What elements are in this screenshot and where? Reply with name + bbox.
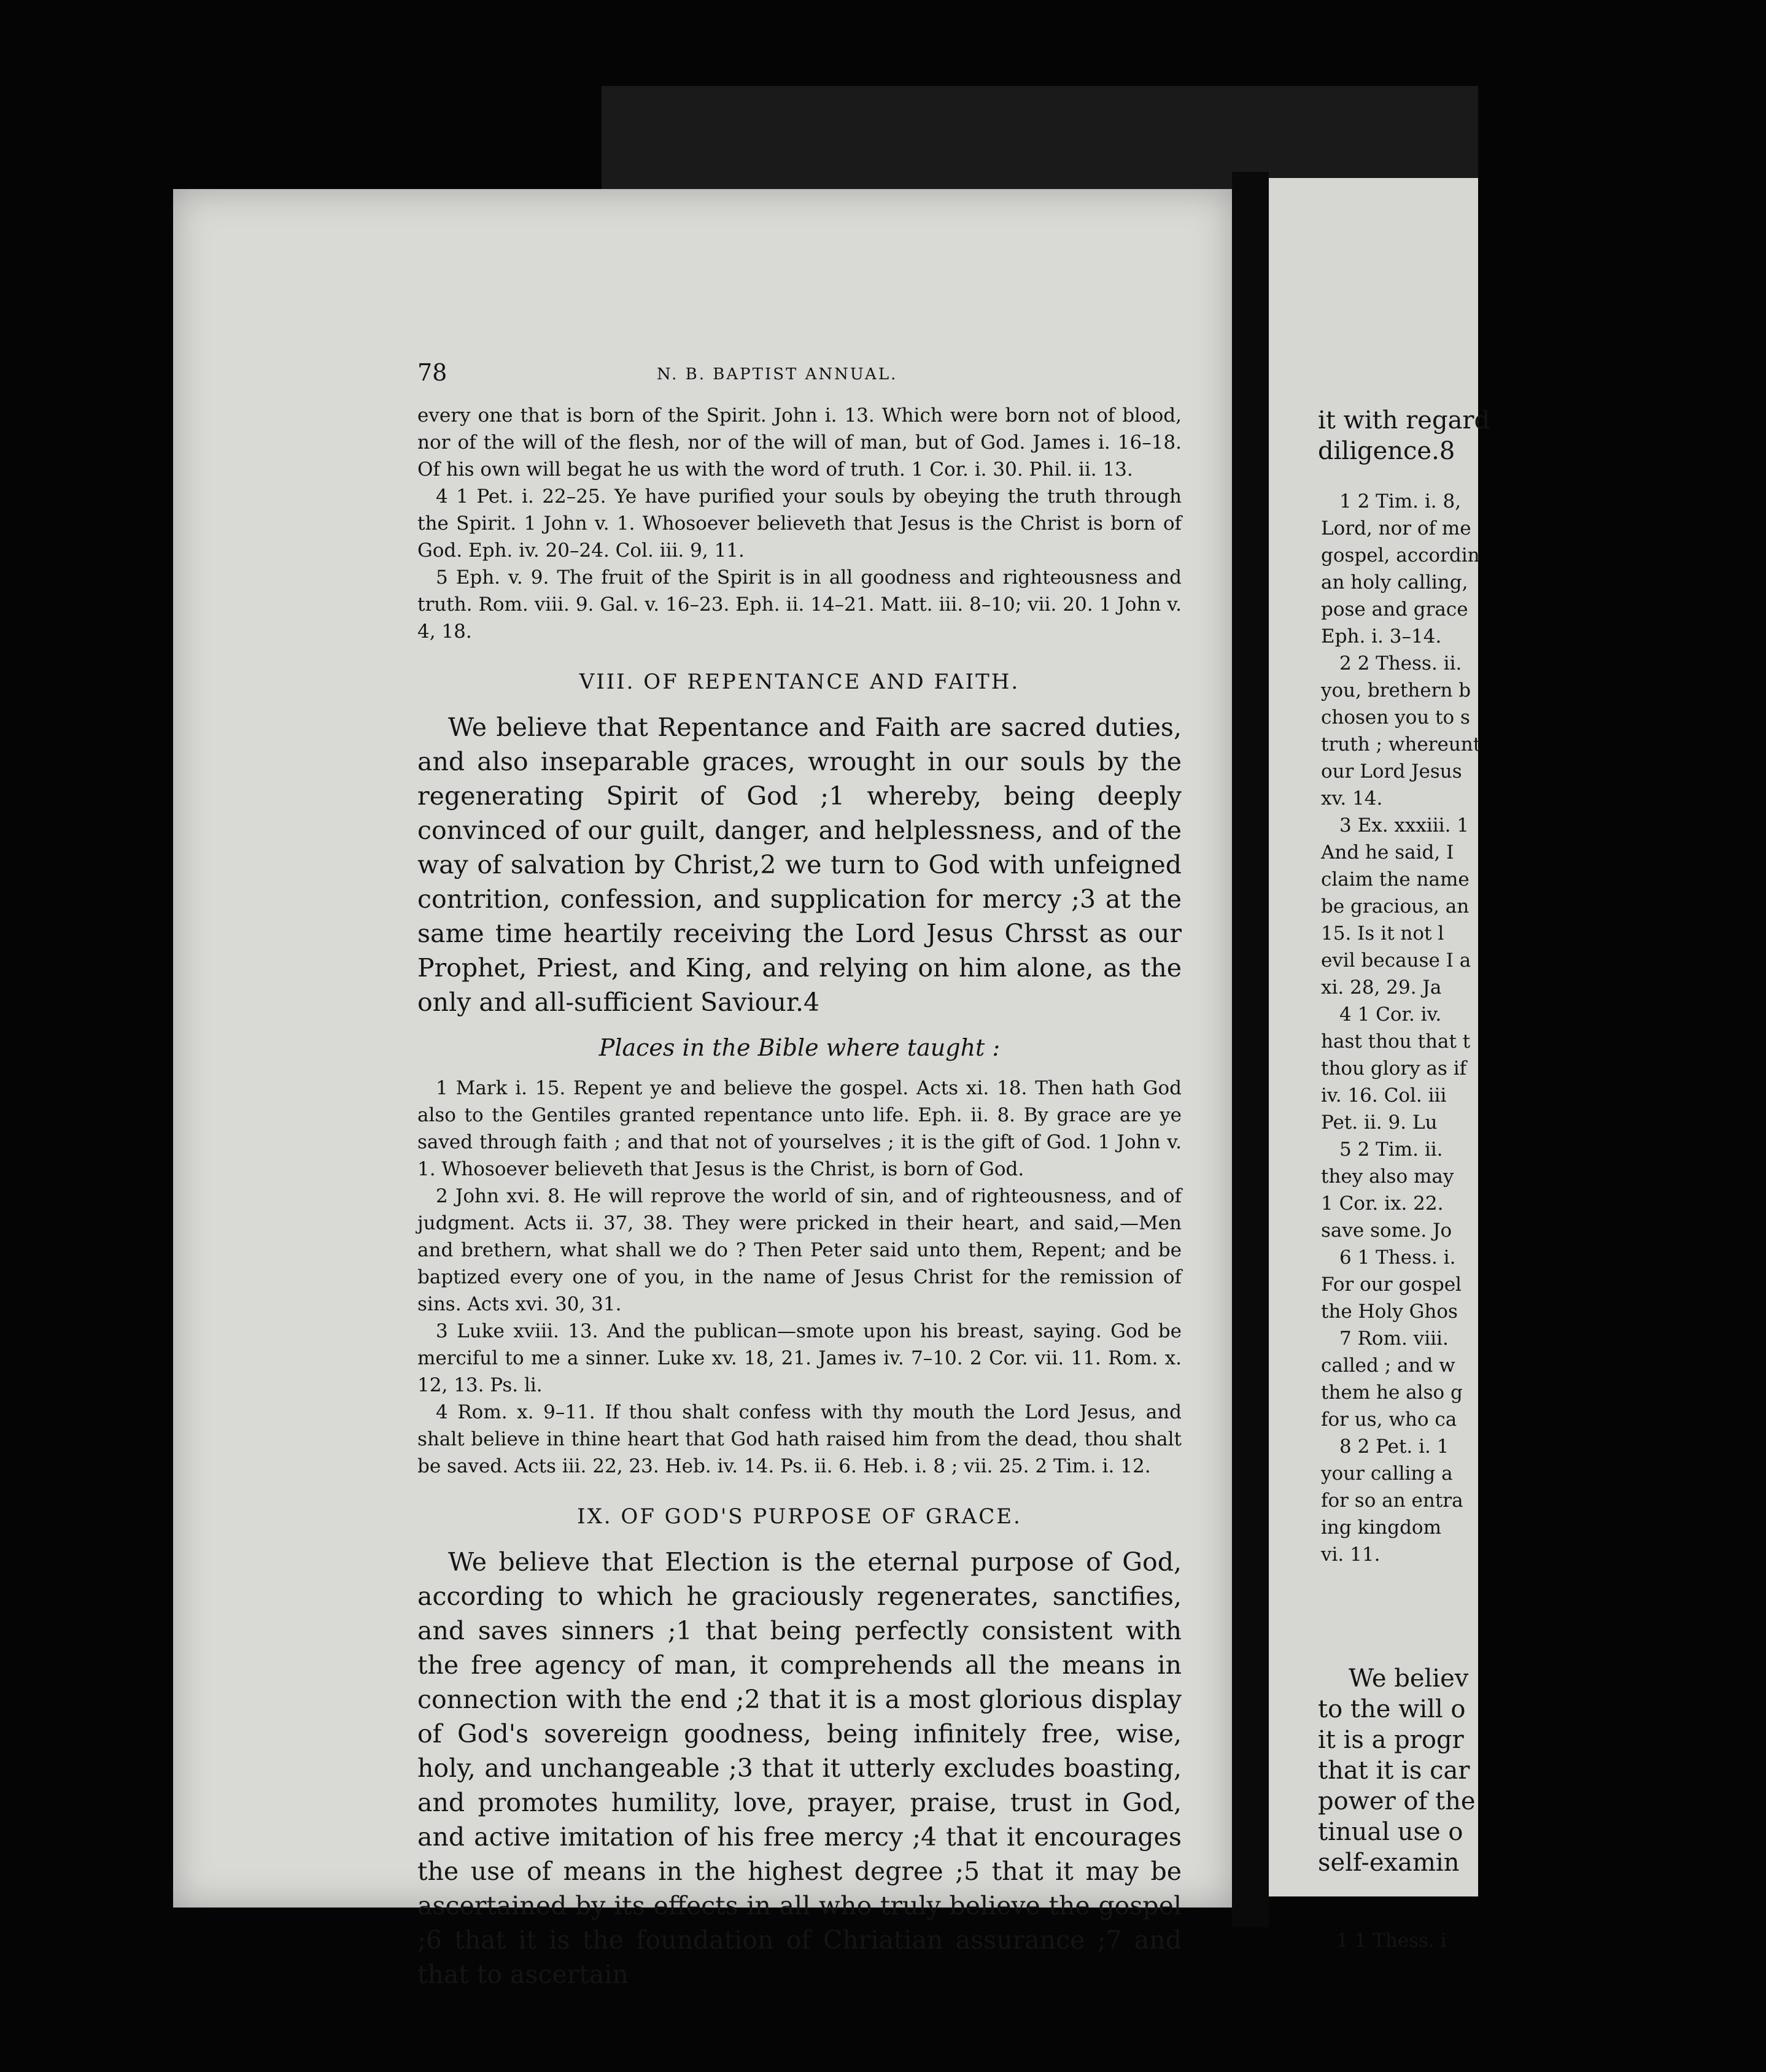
text-line: to the will o bbox=[1318, 1695, 1466, 1723]
text-line: thou glory as if bbox=[1321, 1057, 1467, 1080]
text-line: Eph. i. 3–14. bbox=[1321, 625, 1442, 648]
text-line: 3 Ex. xxxiii. 1 bbox=[1339, 814, 1470, 837]
page-number: 78 bbox=[417, 359, 447, 386]
running-head bbox=[417, 359, 1182, 396]
repentance-notes bbox=[417, 1075, 1182, 1480]
text-line: 1 1 Thess. i bbox=[1336, 1930, 1447, 1952]
text-line: the Holy Ghos bbox=[1321, 1301, 1458, 1323]
text-line: And he said, I bbox=[1321, 841, 1454, 864]
note-item: 2 John xvi. 8. He will reprove the world of sin, and of righteousness, and of judgment. Acts ii. 37, 38. They were pricked in their heart, and said,—Men and brethern, what shall we do ? Then Peter said unto them, Repent; and be baptized every one of you, in the name of Jesus Christ for the remission of sins. Acts xvi. 30, 31. bbox=[417, 1185, 1182, 1315]
text-line: save some. Jo bbox=[1321, 1220, 1452, 1242]
text-line: it with regard bbox=[1318, 406, 1490, 435]
carryover-notes bbox=[417, 402, 1182, 645]
text-line: you, brethern b bbox=[1321, 679, 1471, 702]
text-line: be gracious, an bbox=[1321, 895, 1470, 918]
note-item: 4 Rom. x. 9–11. If thou shalt confess with thy mouth the Lord Jesus, and shalt believe in thine heart that God hath raised him from the dead, thou shalt be saved. Acts iii. 22, 23. Heb. iv. 14. Ps. ii. 6. Heb. i. 8 ; vii. 25. 2 Tim. i. 12. bbox=[417, 1401, 1182, 1477]
text-line: pose and grace bbox=[1321, 598, 1468, 620]
text-line: evil because I a bbox=[1321, 949, 1471, 972]
page-header: N. B. BAPTIST ANNUAL. bbox=[657, 365, 898, 384]
text-line: xi. 28, 29. Ja bbox=[1321, 976, 1442, 999]
text-line: Pet. ii. 9. Lu bbox=[1321, 1111, 1438, 1134]
note-item: 4 1 Pet. i. 22–25. Ye have purified your souls by obeying the truth through the Spirit. 1 John v. 1. Whosoever believeth that Jesus is the Christ is born of God. Eph. iv. 20–24. Col. iii. 9, 11. bbox=[417, 485, 1182, 562]
text-line: We believ bbox=[1349, 1664, 1469, 1693]
right-page-body bbox=[1318, 1663, 1748, 1878]
section-body-purpose: We believe that Election is the eternal purpose of God, according to which he graciously regenerates, sanctifies, and saves sinners ;1 that being perfectly consistent with the free agency of man, it comprehends all the means in connection with the end ;2 that it is a most glorious display of God's sovereign goodness, being infinitely free, wise, holy, and unchangeable ;3 that it utterly excludes boasting, and promotes humility, love, prayer, praise, trust in God, and active imitation of his free mercy ;4 that it encourages the use of means in the highest degree ;5 that it may be ascertained by its effects in all who truly believe the gospel ;6 that it is the foundation of Chriatian assurance ;7 and that to ascertain bbox=[417, 1547, 1182, 1989]
text-line: for us, who ca bbox=[1321, 1409, 1457, 1431]
text-line: called ; and w bbox=[1321, 1355, 1455, 1377]
book-gutter bbox=[1232, 172, 1269, 1927]
places-heading: Places in the Bible where taught : bbox=[598, 1034, 1001, 1061]
text-line: them he also g bbox=[1321, 1382, 1463, 1404]
text-line: self-examin bbox=[1318, 1849, 1460, 1877]
section-heading-purpose: IX. OF GOD'S PURPOSE OF GRACE. bbox=[577, 1504, 1022, 1529]
text-line: that it is car bbox=[1318, 1757, 1470, 1785]
text-line: truth ; whereunt bbox=[1321, 733, 1481, 756]
text-line: 8 2 Pet. i. 1 bbox=[1339, 1436, 1449, 1458]
text-line: iv. 16. Col. iii bbox=[1321, 1084, 1447, 1107]
section-body-repentance: We believe that Repentance and Faith are sacred duties, and also inseparable graces, wrought in our souls by the regenerating Spirit of God ;1 whereby, being deeply convinced of our guilt, danger, and helplessness, and of the way of salvation by Christ,2 we turn to God with unfeigned contrition, confession, and supplication for mercy ;3 at the same time heartily receiving the Lord Jesus Chrsst as our Prophet, Priest, and King, and relying on him alone, as the only and all-sufficient Saviour.4 bbox=[417, 713, 1182, 1017]
text-line: gospel, accordin bbox=[1321, 544, 1480, 566]
text-line: an holy calling, bbox=[1321, 571, 1468, 593]
text-line: 2 2 Thess. ii. bbox=[1339, 652, 1462, 675]
text-line: hast thou that t bbox=[1321, 1030, 1471, 1053]
text-line: your calling a bbox=[1321, 1463, 1453, 1485]
text-line: 6 1 Thess. i. bbox=[1339, 1247, 1456, 1269]
text-line: tinual use o bbox=[1318, 1818, 1463, 1846]
text-line: xv. 14. bbox=[1321, 787, 1383, 810]
left-page-content bbox=[417, 359, 1182, 1992]
note-item: 5 Eph. v. 9. The fruit of the Spirit is in all goodness and righteousness and truth. Rom. viii. 9. Gal. v. 16–23. Eph. ii. 14–21. Matt. iii. 8–10; vii. 20. 1 John v. 4, 18. bbox=[417, 566, 1182, 643]
text-line: power of the bbox=[1318, 1787, 1476, 1815]
note-item: every one that is born of the Spirit. John i. 13. Which were born not of blood, nor of the will of the flesh, nor of the will of man, but of God. James i. 16–18. Of his own will begat he us with the word of truth. 1 Cor. i. 30. Phil. ii. 13. bbox=[417, 404, 1182, 481]
text-line: For our gospel bbox=[1321, 1274, 1462, 1296]
text-line: 4 1 Cor. iv. bbox=[1339, 1003, 1442, 1026]
text-line: 1 2 Tim. i. 8, bbox=[1339, 490, 1462, 512]
text-line: claim the name bbox=[1321, 868, 1470, 891]
note-item: 1 Mark i. 15. Repent ye and believe the gospel. Acts xi. 18. Then hath God also to the Gentiles granted repentance unto life. Eph. ii. 8. By grace are ye saved through faith ; and that not of yourselves ; it is the gift of God. 1 John v. 1. Whosoever believeth that Jesus is the Christ, is born of God. bbox=[417, 1077, 1182, 1180]
text-line: diligence.8 bbox=[1318, 437, 1455, 465]
text-line: vi. 11. bbox=[1321, 1544, 1381, 1566]
text-line: 5 2 Tim. ii. bbox=[1339, 1138, 1443, 1161]
text-line: chosen you to s bbox=[1321, 706, 1470, 729]
text-line: it is a progr bbox=[1318, 1726, 1464, 1754]
right-page-top-text bbox=[1318, 405, 1748, 466]
note-item: 3 Luke xviii. 13. And the publican—smote upon his breast, saying. God be merciful to me a sinner. Luke xv. 18, 21. James iv. 7–10. 2 Cor. vii. 11. Rom. x. 12, 13. Ps. li. bbox=[417, 1320, 1182, 1396]
text-line: 15. Is it not l bbox=[1321, 922, 1444, 945]
right-page bbox=[1269, 178, 1490, 1952]
scan-background-edge bbox=[602, 86, 1478, 190]
text-line: 7 Rom. viii. bbox=[1339, 1328, 1449, 1350]
text-line: our Lord Jesus bbox=[1321, 760, 1462, 783]
text-line: they also may bbox=[1321, 1166, 1454, 1188]
text-line: Lord, nor of me bbox=[1321, 517, 1471, 539]
text-line: ing kingdom bbox=[1321, 1517, 1441, 1539]
text-line: 1 Cor. ix. 22. bbox=[1321, 1193, 1444, 1215]
section-heading-repentance: VIII. OF REPENTANCE AND FAITH. bbox=[579, 670, 1020, 694]
right-page-notes bbox=[1321, 488, 1751, 1568]
right-page-last-line bbox=[1336, 1927, 1766, 1954]
text-line: for so an entra bbox=[1321, 1490, 1463, 1512]
